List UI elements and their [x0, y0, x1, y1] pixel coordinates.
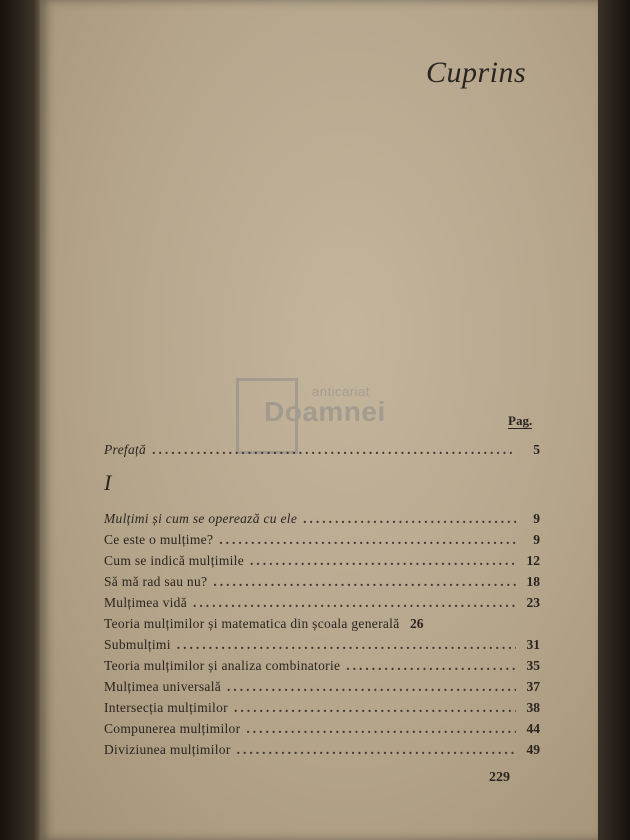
toc-entry-page: 9: [533, 511, 540, 526]
page-edge-shadow: [598, 0, 630, 840]
toc-entry-label: Să mă rad sau nu?: [104, 574, 208, 589]
toc-leader-dots: [250, 553, 516, 569]
toc-entry-label: Ce este o mulțime?: [104, 532, 214, 547]
watermark-big-text: Doamnei: [264, 396, 386, 427]
toc-entry: [104, 679, 540, 695]
toc-entry-page: 5: [533, 442, 540, 457]
toc-entry: [104, 637, 540, 653]
page-number: 229: [489, 770, 510, 785]
toc-entry: [104, 511, 540, 527]
toc-entry-preface: [104, 442, 540, 458]
toc-entry-page: 44: [526, 721, 540, 736]
toc-leader-dots: [303, 511, 516, 527]
toc-leader-dots: [346, 658, 516, 674]
watermark-small-text: anticariat: [312, 384, 370, 399]
toc-leader-dots: [237, 742, 516, 758]
toc-leader-dots: [234, 700, 516, 716]
toc-entry-label: Diviziunea mulțimilor: [104, 742, 231, 757]
section-number: I: [104, 470, 112, 495]
toc-entry: [104, 616, 540, 632]
toc-entry-label: Teoria mulțimilor și analiza combinatorie: [104, 658, 341, 673]
toc-leader-dots: [227, 679, 516, 695]
toc-entry-label: Intersecția mulțimilor: [104, 700, 228, 715]
toc-entry-label: Mulțimi și cum se operează cu ele: [104, 511, 298, 526]
toc-entry-label: Mulțimea vidă: [104, 595, 188, 610]
toc-entry-page: 35: [526, 658, 540, 673]
toc-entry-page: 38: [526, 700, 540, 715]
toc-entry: [104, 532, 540, 548]
toc-entry-label: Prefață: [104, 442, 147, 457]
page-title: Cuprins: [426, 56, 527, 89]
toc-entry-label: Teoria mulțimilor și matematica din școala generală: [104, 616, 400, 631]
toc-entry-label: Compunerea mulțimilor: [104, 721, 241, 736]
toc-entry-label: Submulțimi: [104, 637, 171, 652]
toc-leader-dots: [193, 595, 516, 611]
toc-entry-page: 31: [526, 637, 540, 652]
toc-entry: [104, 721, 540, 737]
toc-leader-dots: [152, 442, 516, 458]
toc-entry-label: Cum se indică mulțimile: [104, 553, 245, 568]
toc-entry: [104, 700, 540, 716]
toc-leader-dots: [219, 532, 516, 548]
toc-entry-page: 26: [410, 616, 424, 631]
toc-entry: [104, 595, 540, 611]
toc-entry: [104, 553, 540, 569]
toc-leader-dots: [246, 721, 516, 737]
page-column-label: Pag.: [508, 413, 533, 428]
toc-entry-page: 37: [526, 679, 540, 694]
toc-leader-dots: [177, 637, 516, 653]
toc-entry-page: 9: [533, 532, 540, 547]
toc-entry: [104, 742, 540, 758]
book-spine: [0, 0, 40, 840]
toc-entry-page: 23: [526, 595, 540, 610]
toc-entry-label: Mulțimea universală: [104, 679, 222, 694]
toc-entry: [104, 574, 540, 590]
toc-entry-page: 49: [526, 742, 540, 757]
toc-entry-page: 12: [526, 553, 540, 568]
toc-entry: [104, 658, 540, 674]
toc-entry-page: 18: [526, 574, 540, 589]
toc-leader-dots: [213, 574, 516, 590]
